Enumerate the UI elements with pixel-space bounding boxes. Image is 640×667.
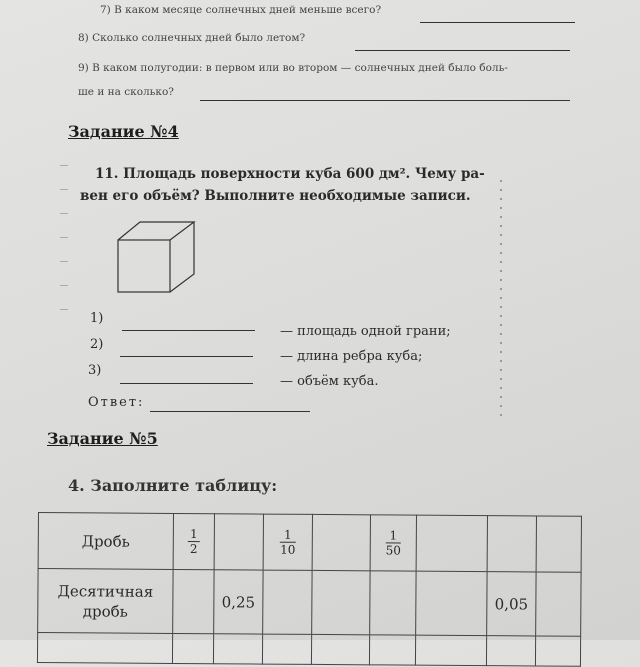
numerator: 1 [188,527,200,542]
cell[interactable] [173,513,214,569]
cell[interactable] [312,514,370,570]
answer-line-9[interactable] [200,100,570,101]
cell[interactable] [370,571,416,635]
cell[interactable] [214,514,263,570]
cell[interactable] [536,572,581,636]
answer-label: Ответ: [88,395,145,410]
margin-ruler [500,180,502,420]
row1-header: Дробь [38,513,173,570]
cell[interactable] [536,516,581,572]
step-2-num: 2) [90,337,104,352]
denominator: 50 [385,542,401,558]
cell[interactable] [416,571,487,635]
cell[interactable] [263,514,312,570]
denominator: 10 [280,542,296,557]
task4-text-line1: 11. Площадь поверхности куба 600 дм². Чему ра- [95,166,485,182]
numerator: 1 [280,527,295,542]
answer-line-7[interactable] [420,22,575,23]
step-3-line[interactable] [120,383,253,384]
cell[interactable] [416,515,487,571]
cell[interactable]: 0,05 [487,572,536,636]
margin-ticks [60,165,68,325]
cube-diagram [112,218,202,298]
question-9: 9) В каком полугодии: в первом или во втором — солнечных дней было боль- [78,62,508,74]
task5-heading: Задание №5 [47,429,158,448]
question-7: 7) В каком месяце солнечных дней меньше всего? [100,4,382,16]
step-2-label: — длина ребра куба; [280,349,423,364]
answer-line[interactable] [150,411,310,412]
row2-header: Десятичная дробь [38,569,173,634]
denominator: 2 [189,541,198,556]
cell[interactable] [370,515,416,571]
cell[interactable] [312,570,370,634]
task4-text-line2: вен его объём? Выполните необходимые записи. [80,188,471,204]
cell[interactable] [173,569,214,633]
step-2-line[interactable] [120,356,253,357]
cell[interactable]: 0,25 [214,570,263,634]
question-9-cont: ше и на сколько? [78,86,174,98]
task4-heading: Задание №4 [68,122,179,141]
answer-line-8[interactable] [355,50,570,51]
cell[interactable] [263,570,312,634]
fraction-table [37,512,582,667]
step-1-line[interactable] [122,330,255,331]
question-8: 8) Сколько солнечных дней было летом? [78,32,306,44]
step-3-label: — объём куба. [280,374,379,389]
step-3-num: 3) [88,363,102,378]
step-1-num: 1) [90,311,104,326]
numerator: 1 [386,528,401,543]
step-1-label: — площадь одной грани; [280,324,451,339]
task5-instruction: 4. Заполните таблицу: [68,476,278,495]
cell[interactable] [487,516,536,572]
